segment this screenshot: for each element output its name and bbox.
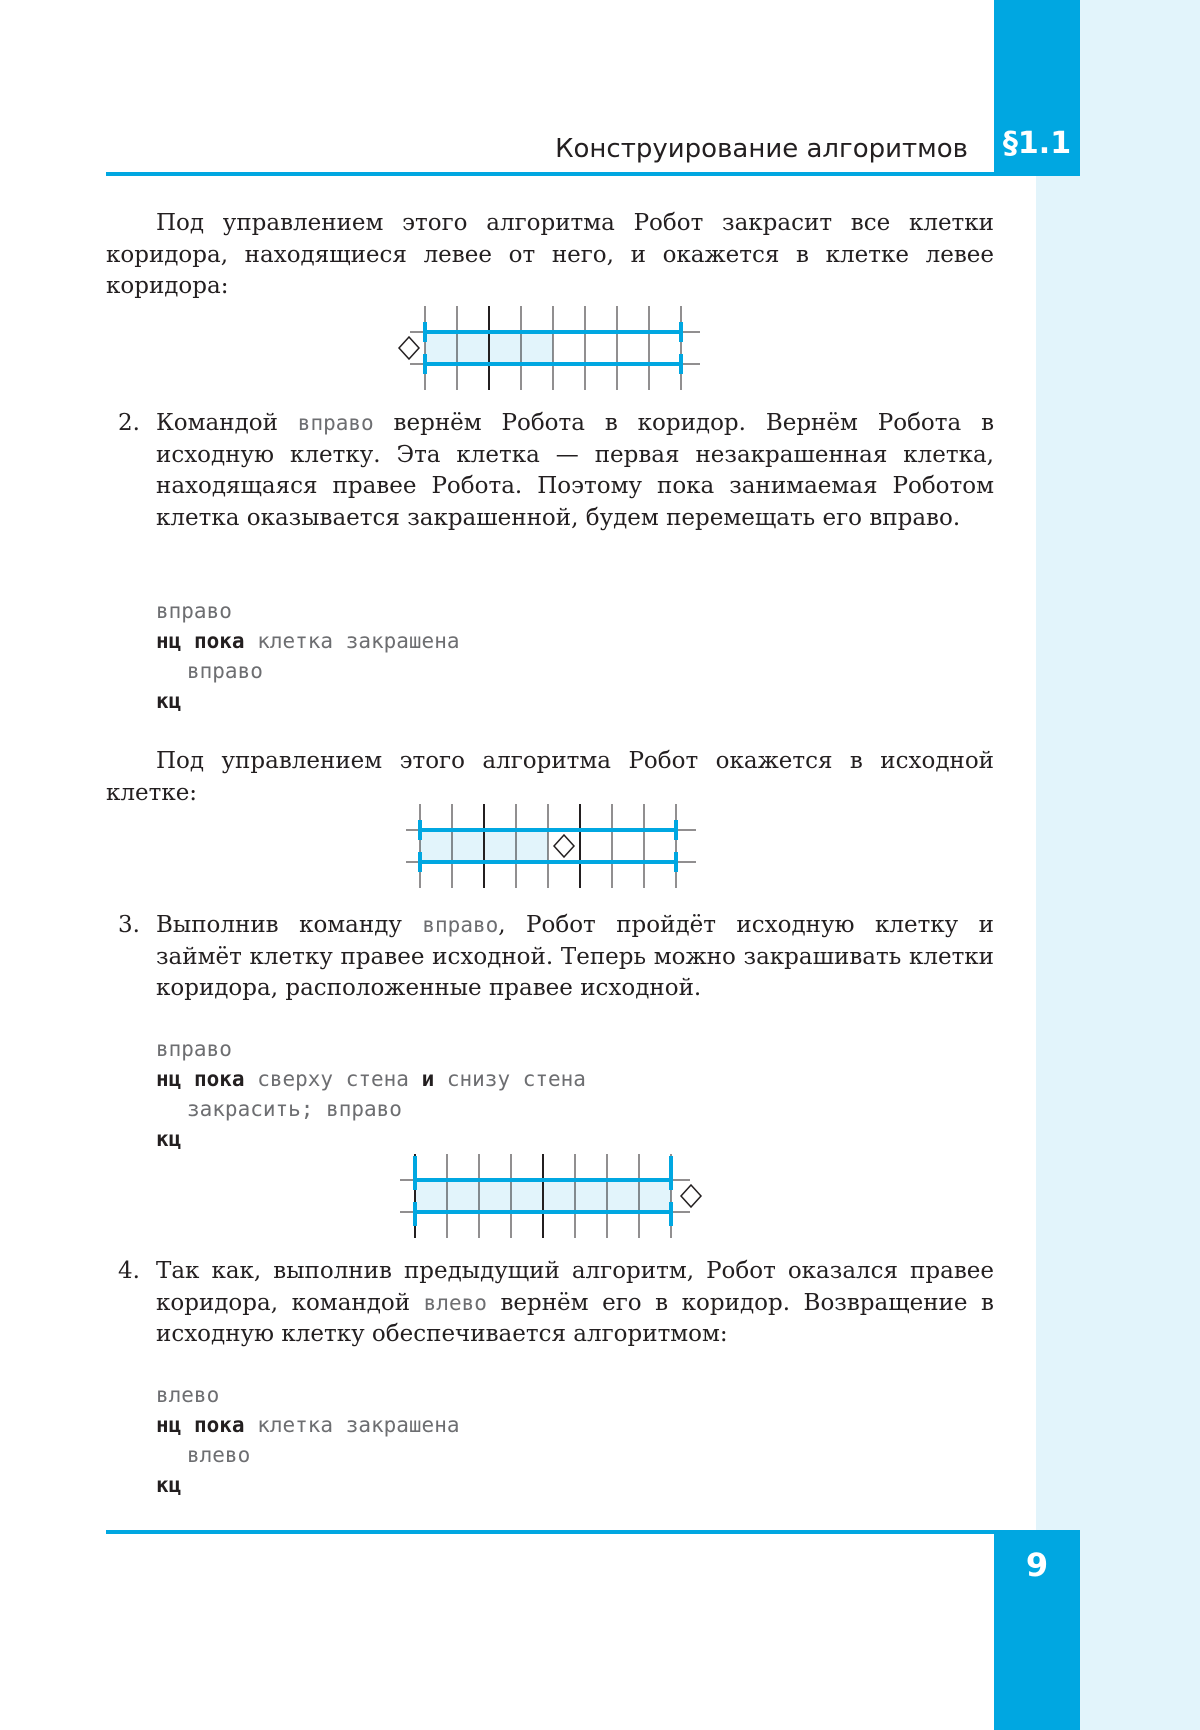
inline-command: влево xyxy=(423,1290,487,1315)
code-line: нц пока клетка закрашена xyxy=(156,1413,460,1437)
robot-icon xyxy=(681,1185,701,1207)
item-text: Выполнив команду xyxy=(156,912,402,938)
item-text: Так как, выполнив предыдущий алгоритм, Робот оказался правее коридора, командой xyxy=(156,1258,994,1316)
inline-command: вправо xyxy=(297,411,374,435)
code-block-2 xyxy=(156,1034,586,1154)
section-number: §1.1 xyxy=(1002,126,1072,161)
page-number: 9 xyxy=(1025,1546,1049,1584)
paragraph-2: Под управлением этого алгоритма Робот окажется в исходной клетке: xyxy=(106,748,994,806)
code-line: вправо xyxy=(187,659,263,683)
header-rule xyxy=(106,172,994,176)
list-item-3 xyxy=(106,910,994,1005)
code-line: влево xyxy=(187,1443,251,1467)
item-number: 3. xyxy=(118,912,140,938)
item-text: , Робот пройдёт исходную клетку и займёт клетку правее исходной. Теперь можно закрашивать клетки коридора, расположенные правее исходной. xyxy=(156,912,994,1001)
robot-icon xyxy=(554,835,574,857)
inline-command: вправо xyxy=(422,913,499,937)
code-block-1 xyxy=(156,596,459,716)
code-line: кц xyxy=(156,1473,182,1497)
intro-paragraph: Под управлением этого алгоритма Робот закрасит все клетки коридора, находящиеся левее от него, и окажется в клетке левее коридора: xyxy=(106,210,994,299)
robot-icon xyxy=(399,337,419,359)
code-line: вправо xyxy=(156,1037,232,1061)
item-number: 2. xyxy=(118,410,140,436)
code-line: закрасить; вправо xyxy=(187,1097,402,1121)
code-line: кц xyxy=(156,689,182,713)
item-text: вернём Робота в коридор. Вернём Робота в исходную клетку. Эта клетка — первая незакрашенная клетка, находящаяся правее Робота. Поэтому пока занимаемая Роботом клетка оказывается закрашенной, будем перемещать его вправо. xyxy=(156,410,995,531)
code-block-3 xyxy=(156,1380,459,1500)
code-line: вправо xyxy=(156,599,232,623)
page-header-title: Конструирование алгоритмов xyxy=(555,134,968,164)
code-line: нц пока сверху стена и снизу стена xyxy=(156,1067,586,1091)
side-panel xyxy=(1036,0,1200,1730)
list-item-4 xyxy=(106,1256,994,1351)
item-number: 4. xyxy=(118,1258,140,1284)
code-line: кц xyxy=(156,1127,182,1151)
list-item-2 xyxy=(106,408,994,534)
item-text: вернём его в коридор. Возвращение в исходную клетку обеспечивается алгоритмом: xyxy=(156,1289,995,1347)
code-line: влево xyxy=(156,1383,220,1407)
item-text: Командой xyxy=(156,410,278,436)
footer-rule xyxy=(106,1530,994,1534)
corridor-figure-3 xyxy=(398,1152,718,1242)
corridor-figure-2 xyxy=(398,802,718,892)
code-line: нц пока клетка закрашена xyxy=(156,629,460,653)
corridor-figure-1 xyxy=(392,304,712,394)
